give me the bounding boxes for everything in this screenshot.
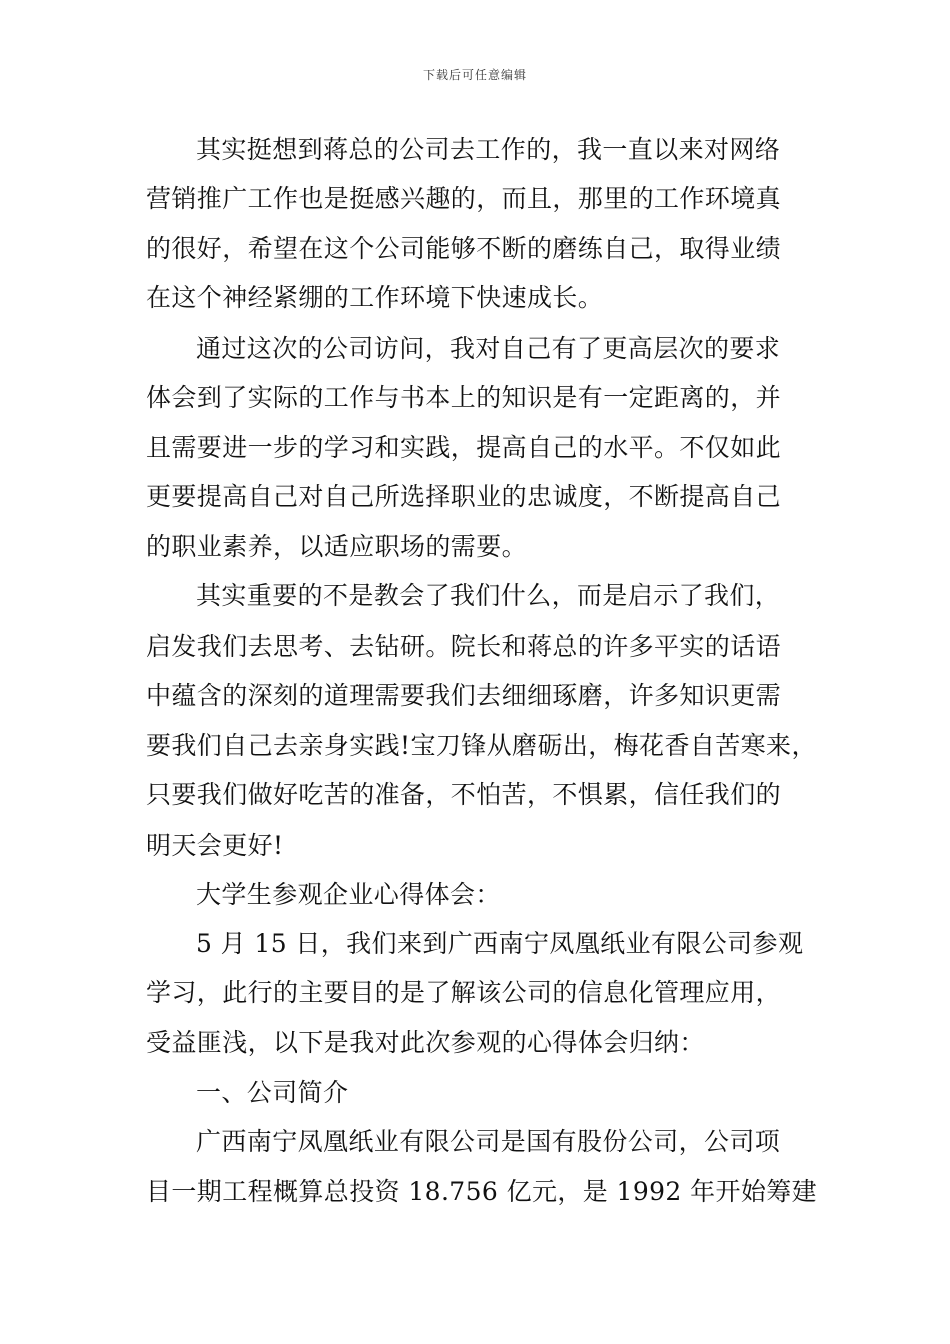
text-line: 5 月 15 日，我们来到广西南宁凤凰纸业有限公司参观 <box>196 929 804 958</box>
text-line: 启发我们去思考、去钻研。院长和蒋总的许多平实的话语 <box>146 632 782 661</box>
text-line: 的很好，希望在这个公司能够不断的磨练自己，取得业绩 <box>146 234 782 263</box>
text-line: 体会到了实际的工作与书本上的知识是有一定距离的，并 <box>146 383 782 412</box>
text-line: 在这个神经紧绷的工作环境下快速成长。 <box>146 283 604 312</box>
text-line: 明天会更好! <box>146 831 284 860</box>
text-line: 大学生参观企业心得体会： <box>196 880 501 909</box>
text-line: 要我们自己去亲身实践!宝刀锋从磨砺出，梅花香自苦寒来， <box>146 731 817 760</box>
text-line: 受益匪浅，以下是我对此次参观的心得体会归纳： <box>146 1028 705 1057</box>
text-line: 其实挺想到蒋总的公司去工作的，我一直以来对网络 <box>196 135 781 164</box>
text-line: 目一期工程概算总投资 18.756 亿元，是 1992 年开始筹建 <box>146 1177 818 1206</box>
text-line: 更要提高自己对自己所选择职业的忠诚度，不断提高自己 <box>146 482 782 511</box>
text-line: 且需要进一步的学习和实践，提高自己的水平。不仅如此 <box>146 433 782 462</box>
text-line: 只要我们做好吃苦的准备，不怕苦，不惧累，信任我们的 <box>146 780 782 809</box>
text-line: 学习，此行的主要目的是了解该公司的信息化管理应用， <box>146 978 782 1007</box>
header-note: 下载后可任意编辑 <box>422 68 527 82</box>
text-line: 通过这次的公司访问，我对自己有了更高层次的要求 <box>196 334 781 363</box>
text-line: 广西南宁凤凰纸业有限公司是国有股份公司，公司项 <box>196 1127 781 1156</box>
text-line: 一、公司简介 <box>196 1078 349 1107</box>
text-line: 的职业素养，以适应职场的需要。 <box>146 532 528 561</box>
text-line: 中蕴含的深刻的道理需要我们去细细琢磨，许多知识更需 <box>146 681 782 710</box>
text-line: 营销推广工作也是挺感兴趣的，而且，那里的工作环境真 <box>146 184 782 213</box>
text-line: 其实重要的不是教会了我们什么，而是启示了我们， <box>196 581 781 610</box>
